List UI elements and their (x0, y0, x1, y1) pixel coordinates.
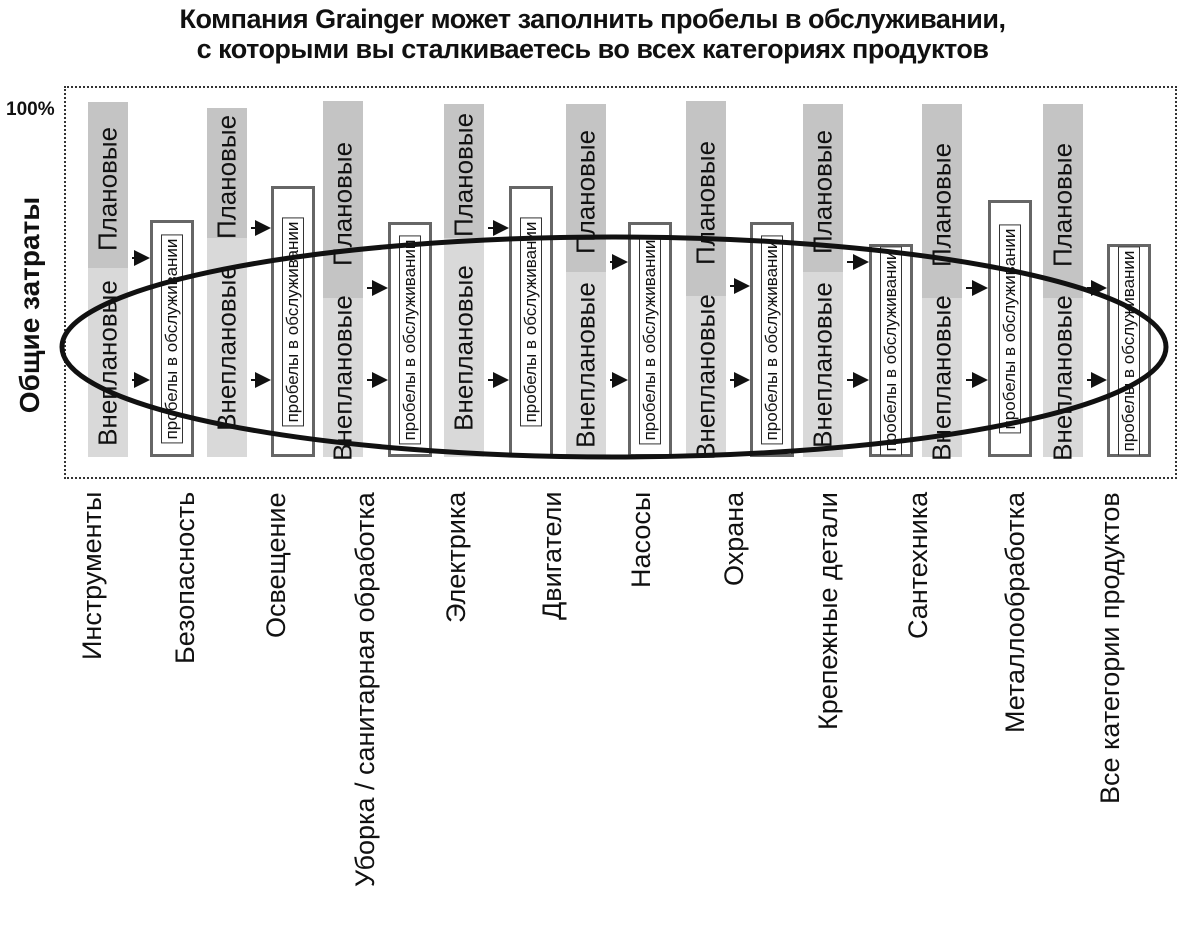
unplanned-label: Внеплановые (570, 281, 601, 448)
category-label: Металлообработка (1000, 491, 1030, 733)
y-axis-tick-100: 100% (6, 99, 55, 120)
planned-label: Плановые (92, 126, 123, 252)
service-gap-label: пробелы в обслуживании (1118, 246, 1140, 455)
service-gap-label: пробелы в обслуживании (880, 246, 902, 455)
planned-label: Плановые (448, 112, 479, 238)
planned-label: Плановые (690, 140, 721, 265)
category-label: Инструменты (77, 491, 107, 660)
unplanned-label: Внеплановые (211, 264, 242, 431)
planned-label: Плановые (211, 114, 242, 240)
category-label: Уборка / санитарная обработка (350, 492, 380, 887)
category-label: Крепежные детали (813, 492, 843, 730)
arrow-group (132, 228, 1105, 380)
planned-label: Плановые (1047, 142, 1078, 268)
planned-label: Плановые (327, 141, 358, 266)
overall-gap-ellipse (62, 237, 1166, 457)
category-label: Насосы (626, 491, 656, 588)
service-gap-label: пробелы в обслуживании (761, 235, 783, 444)
category-label: Освещение (261, 492, 291, 638)
diagram-title-line-1: Компания Grainger может заполнить пробелы в обслуживании, (179, 4, 1006, 34)
unplanned-label: Внеплановые (327, 294, 358, 461)
unplanned-label: Внеплановые (926, 294, 957, 461)
category-label: Электрика (441, 491, 471, 623)
service-gap-label: пробелы в обслуживании (520, 217, 542, 426)
planned-label: Плановые (926, 142, 957, 268)
unplanned-label: Внеплановые (448, 264, 479, 431)
planned-label: Плановые (807, 129, 838, 255)
service-gap-label: пробелы в обслуживании (161, 234, 183, 443)
category-label: Безопасность (170, 491, 200, 664)
service-gap-label: пробелы в обслуживании (999, 224, 1021, 433)
unplanned-label: Внеплановые (1047, 294, 1078, 461)
unplanned-label: Внеплановые (807, 281, 838, 448)
category-label: Охрана (719, 491, 749, 586)
y-axis-title: Общие затраты (14, 196, 45, 414)
service-gap-label: пробелы в обслуживании (399, 235, 421, 444)
unplanned-label: Внеплановые (690, 293, 721, 460)
category-label: Двигатели (537, 491, 567, 620)
planned-label: Плановые (570, 129, 601, 255)
category-label: Все категории продуктов (1095, 492, 1125, 804)
service-gap-label: пробелы в обслуживании (639, 235, 661, 444)
unplanned-label: Внеплановые (92, 279, 123, 446)
service-gap-label: пробелы в обслуживании (282, 217, 304, 426)
diagram-title-line-2: с которыми вы сталкиваетесь во всех категориях продуктов (196, 34, 989, 64)
category-label: Сантехника (903, 491, 933, 639)
